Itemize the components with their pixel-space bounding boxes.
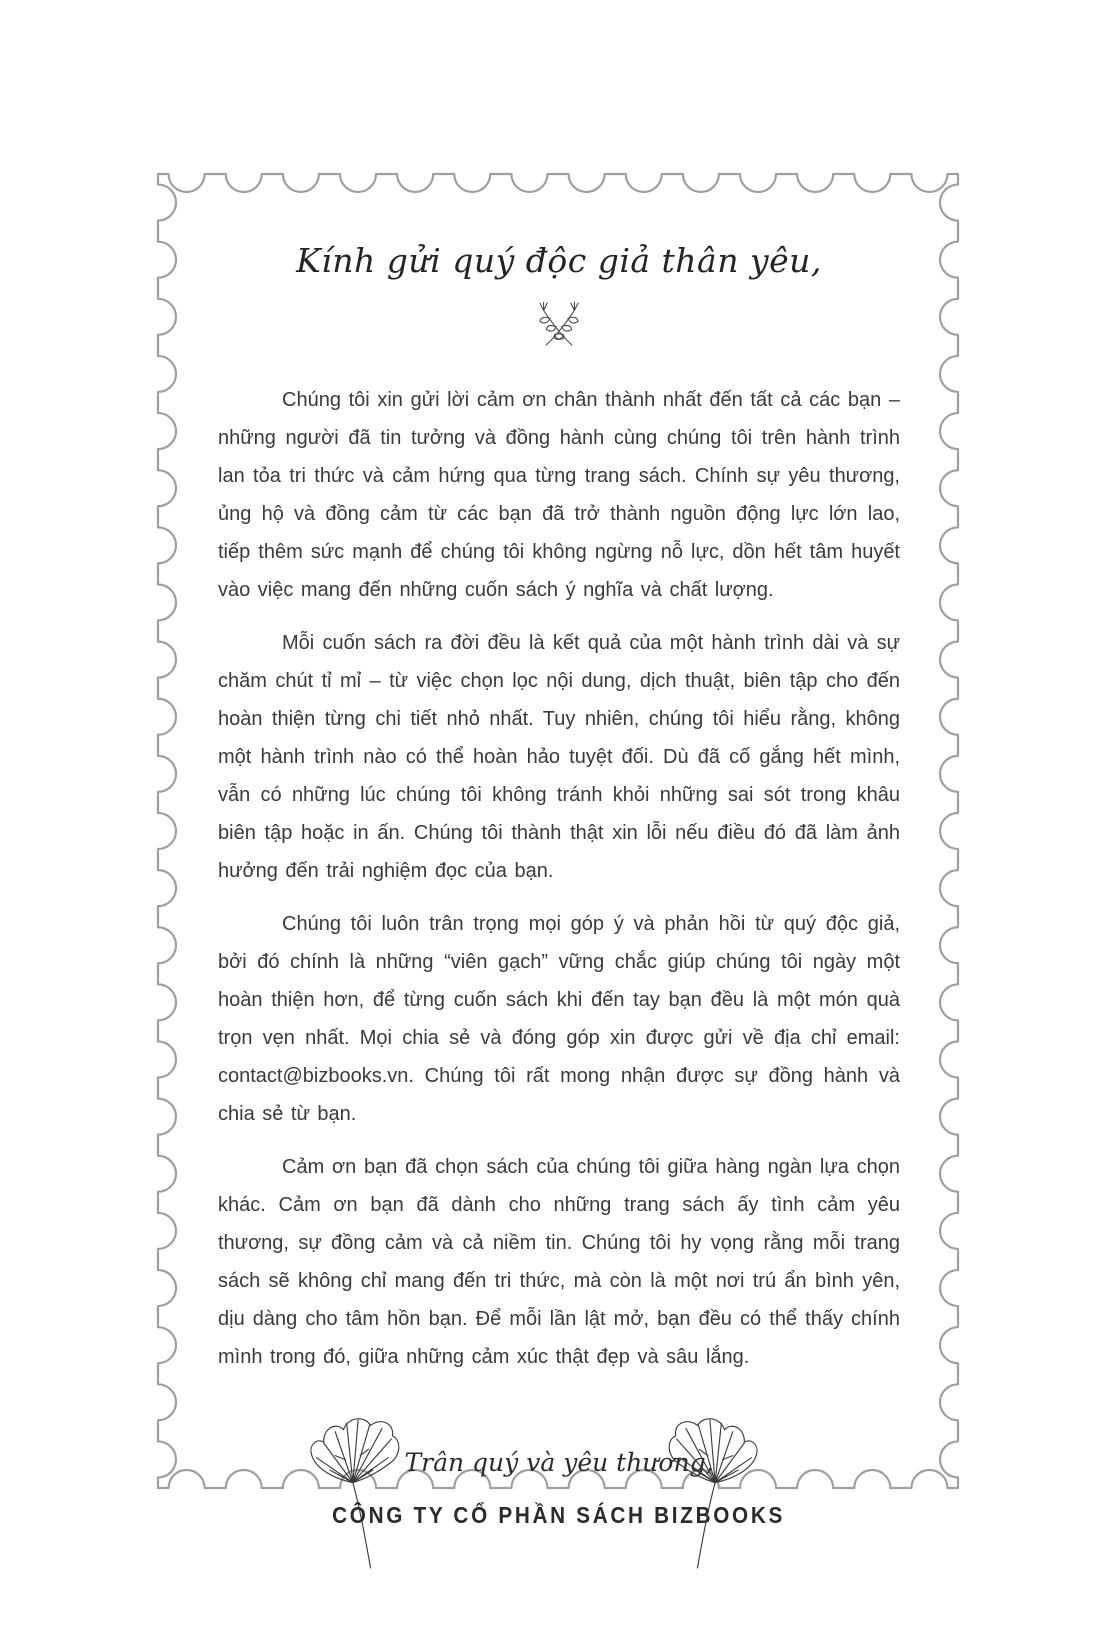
closing-line: Trân quý và yêu thương, <box>404 1448 714 1477</box>
crossed-sprigs-icon <box>529 298 589 355</box>
company-name: CÔNG TY CỔ PHẦN SÁCH BIZBOOKS <box>332 1502 786 1528</box>
signature-block <box>218 1410 900 1600</box>
letter-paragraph-3: Chúng tôi luôn trân trọng mọi góp ý và phản hồi từ quý độc giả, bởi đó chính là những “viên gạch” vững chắc giúp chúng tôi ngày một hoàn thiện hơn, để từng cuốn sách khi đến tay bạn đều là một món quà trọn vẹn nhất. Mọi chia sẻ và đóng góp xin được gửi về địa chỉ email: contact@bizbooks.vn. Chúng tôi rất mong nhận được sự đồng hành và chia sẻ từ bạn. <box>218 913 900 1125</box>
letter-paragraph-1: Chúng tôi xin gửi lời cảm ơn chân thành nhất đến tất cả các bạn – những người đã tin tưởng và đồng hành cùng chúng tôi trên hành trình lan tỏa tri thức và cảm hứng qua từng trang sách. Chính sự yêu thương, ủng hộ và đồng cảm từ các bạn đã trở thành nguồn động lực lớn lao, tiếp thêm sức mạnh để chúng tôi không ngừng nỗ lực, dồn hết tâm huyết vào việc mang đến những cuốn sách ý nghĩa và chất lượng. <box>218 389 900 601</box>
letter-paragraph-4: Cảm ơn bạn đã chọn sách của chúng tôi giữa hàng ngàn lựa chọn khác. Cảm ơn bạn đã dành cho những trang sách ấy tình cảm yêu thương, sự đồng cảm và cả niềm tin. Chúng tôi hy vọng rằng mỗi trang sách sẽ không chỉ mang đến tri thức, mà còn là một nơi trú ẩn bình yên, dịu dàng cho tâm hồn bạn. Để mỗi lần lật mở, bạn đều có thể thấy chính mình trong đó, giữa những cảm xúc thật đẹp và sâu lắng. <box>218 1156 900 1368</box>
letter-body <box>218 381 900 1376</box>
letter-content <box>218 238 900 1600</box>
ginkgo-leaf-icon <box>660 1412 764 1572</box>
ginkgo-leaf-icon <box>304 1412 408 1572</box>
letter-paragraph-2: Mỗi cuốn sách ra đời đều là kết quả của một hành trình dài và sự chăm chút tỉ mỉ – từ việc chọn lọc nội dung, dịch thuật, biên tập cho đến hoàn thiện từng chi tiết nhỏ nhất. Tuy nhiên, chúng tôi hiểu rằng, không một hành trình nào có thể hoàn hảo tuyệt đối. Dù đã cố gắng hết mình, vẫn có những lúc chúng tôi không tránh khỏi những sai sót trong khâu biên tập hoặc in ấn. Chúng tôi thành thật xin lỗi nếu điều đó đã làm ảnh hưởng đến trải nghiệm đọc của bạn. <box>218 632 900 882</box>
letter-title: Kính gửi quý độc giả thân yêu, <box>296 241 822 280</box>
